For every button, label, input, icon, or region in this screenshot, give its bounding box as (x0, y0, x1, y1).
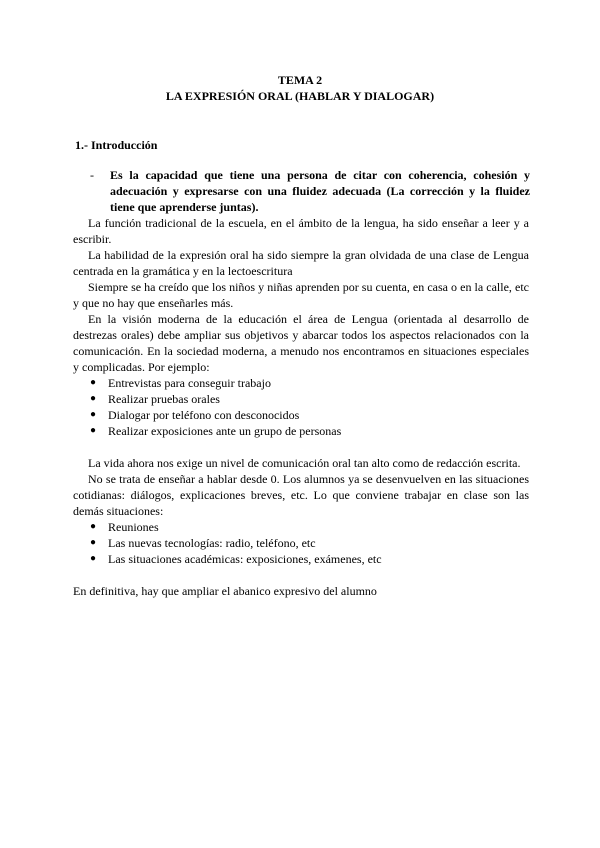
document-subtitle: LA EXPRESIÓN ORAL (HABLAR Y DIALOGAR) (165, 89, 435, 103)
bullet-icon: ● (90, 409, 97, 420)
list-item: ● Entrevistas para conseguir trabajo (90, 376, 271, 390)
bullet-icon: ● (90, 425, 97, 436)
bullet-list (90, 519, 530, 567)
bullet-icon: ● (90, 521, 97, 532)
paragraph: La habilidad de la expresión oral ha sido siempre la gran olvidada de una clase de Lengua centrada en la gramática y en la lectoescritura (73, 248, 529, 278)
section-heading: 1.- Introducción (75, 138, 158, 152)
document-title: TEMA 2 (277, 73, 323, 87)
paragraph: En la visión moderna de la educación el área de Lengua (orientada al desarrollo de destrezas orales) debe ampliar sus objetivos y abarcar todos los aspectos relacionados con la comunicación. En la sociedad moderna, a menudo nos encontramos en situaciones especiales y complicadas. Por ejemplo: (73, 312, 529, 374)
list-item: ● Las situaciones académicas: exposiciones, exámenes, etc (90, 552, 382, 566)
bullet-icon: ● (90, 377, 97, 388)
bullet-icon: ● (90, 393, 97, 404)
list-item: ● Realizar pruebas orales (90, 392, 220, 406)
paragraph: La vida ahora nos exige un nivel de comunicación oral tan alto como de redacción escrita. (88, 456, 521, 470)
dash-marker: - (90, 168, 94, 182)
paragraph: Siempre se ha creído que los niños y niñas aprenden por su cuenta, en casa o en la calle, etc y que no hay que enseñarles más. (73, 280, 529, 310)
definition-text: Es la capacidad que tiene una persona de citar con coherencia, cohesión y adecuación y expresarse con una fluidez adecuada (La corrección y la fluidez tiene que aprenderse juntas). (110, 168, 530, 214)
paragraph: La función tradicional de la escuela, en el ámbito de la lengua, ha sido enseñar a leer y a escribir. (73, 216, 529, 246)
list-item: ● Las nuevas tecnologías: radio, teléfono, etc (90, 536, 316, 550)
bullet-list (90, 375, 530, 439)
list-item: ● Realizar exposiciones ante un grupo de personas (90, 424, 342, 438)
bullet-icon: ● (90, 537, 97, 548)
conclusion-paragraph: En definitiva, hay que ampliar el abanico expresivo del alumno (73, 584, 377, 598)
bullet-icon: ● (90, 553, 97, 564)
list-item: ● Reuniones (90, 520, 159, 534)
list-item: ● Dialogar por teléfono con desconocidos (90, 408, 300, 422)
definition-item (90, 167, 530, 215)
paragraph: No se trata de enseñar a hablar desde 0. Los alumnos ya se desenvuelven en las situaciones cotidianas: diálogos, explicaciones breves, etc. Lo que conviene trabajar en clase son las demás situaciones: (73, 472, 529, 518)
